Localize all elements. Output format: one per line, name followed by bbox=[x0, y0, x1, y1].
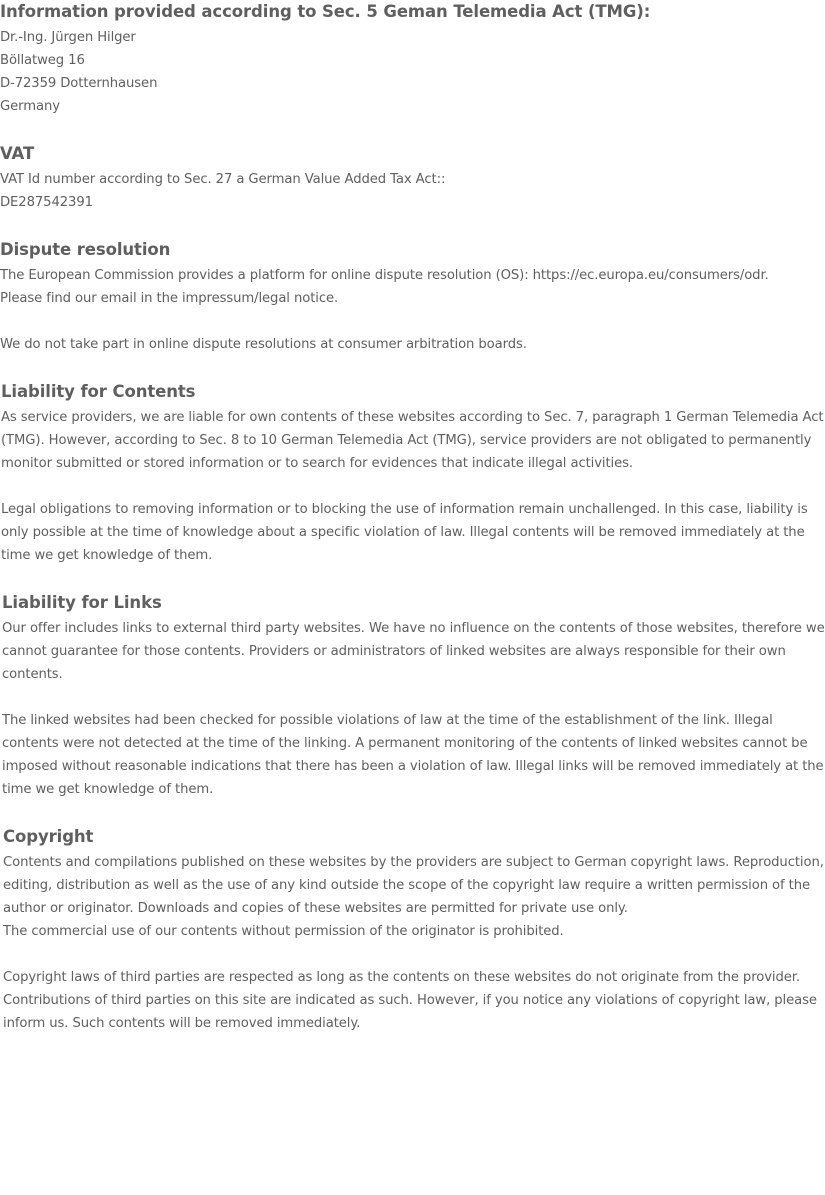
vat-label: VAT Id number according to Sec. 27 a German Value Added Tax Act:: bbox=[0, 172, 446, 187]
dispute-heading: Dispute resolution bbox=[0, 240, 171, 259]
provider-info-section bbox=[0, 0, 650, 118]
paragraph-line: imposed without reasonable indications that there has been a violation of law. Illegal links will be removed immediately at the bbox=[2, 759, 824, 774]
paragraph-line: contents were not detected at the time of the linking. A permanent monitoring of the contents of linked websites cannot be bbox=[2, 736, 808, 751]
dispute-resolution-section bbox=[0, 238, 820, 356]
paragraph-line: inform us. Such contents will be removed immediately. bbox=[3, 1016, 361, 1031]
paragraph-line: Contributions of third parties on this site are indicated as such. However, if you notice any violations of copyright law, please bbox=[3, 993, 817, 1008]
paragraph-line: Legal obligations to removing information or to blocking the use of information remain unchallenged. In this case, liability is bbox=[1, 502, 808, 517]
provider-name: Dr.-Ing. Jürgen Hilger bbox=[0, 30, 136, 45]
liability-links-paragraph-1 bbox=[2, 617, 824, 686]
liability-links-heading: Liability for Links bbox=[2, 593, 162, 612]
paragraph-line: Contents and compilations published on these websites by the providers are subject to German copyright laws. Reproduction, bbox=[3, 855, 824, 870]
provider-street: Böllatweg 16 bbox=[0, 53, 85, 68]
liability-contents-section bbox=[1, 380, 823, 567]
dispute-line: The European Commission provides a platform for online dispute resolution (OS): https://ec.europa.eu/consumers/odr. bbox=[0, 268, 769, 283]
provider-info-heading: Information provided according to Sec. 5 Geman Telemedia Act (TMG): bbox=[0, 2, 651, 21]
paragraph-line: (TMG). However, according to Sec. 8 to 10 German Telemedia Act (TMG), service providers are not obligated to permanently bbox=[1, 433, 812, 448]
dispute-paragraph-2: We do not take part in online dispute resolutions at consumer arbitration boards. bbox=[0, 337, 527, 352]
paragraph-line: time we get knowledge of them. bbox=[1, 548, 213, 563]
vat-text bbox=[0, 168, 445, 214]
paragraph-line: only possible at the time of knowledge about a specific violation of law. Illegal contents will be removed immediately at the bbox=[1, 525, 805, 540]
liability-links-paragraph-2 bbox=[2, 709, 824, 801]
copyright-section bbox=[3, 825, 825, 1035]
paragraph-line: monitor submitted or stored information or to search for evidences that indicate illegal activities. bbox=[1, 456, 634, 471]
liability-contents-paragraph-1 bbox=[1, 406, 823, 475]
paragraph-line: As service providers, we are liable for own contents of these websites according to Sec. 7, paragraph 1 German Telemedia Act bbox=[1, 410, 824, 425]
paragraph-line: Copyright laws of third parties are respected as long as the contents on these websites do not originate from the provider. bbox=[3, 970, 800, 985]
paragraph-line: The linked websites had been checked for possible violations of law at the time of the establishment of the link. Illegal bbox=[2, 713, 773, 728]
liability-links-section bbox=[2, 591, 824, 801]
vat-section bbox=[0, 142, 445, 214]
dispute-line: Please find our email in the impressum/legal notice. bbox=[0, 291, 339, 306]
copyright-paragraph-2 bbox=[3, 966, 825, 1035]
dispute-paragraph-1 bbox=[0, 264, 820, 310]
provider-country: Germany bbox=[0, 99, 60, 114]
paragraph-line: contents. bbox=[2, 667, 63, 682]
provider-city: D-72359 Dotternhausen bbox=[0, 76, 158, 91]
paragraph-line: time we get knowledge of them. bbox=[2, 782, 214, 797]
liability-contents-heading: Liability for Contents bbox=[1, 382, 196, 401]
copyright-heading: Copyright bbox=[3, 827, 94, 846]
liability-contents-paragraph-2 bbox=[1, 498, 823, 567]
paragraph-line: The commercial use of our contents without permission of the originator is prohibited. bbox=[3, 924, 564, 939]
provider-address bbox=[0, 26, 650, 118]
paragraph-line: author or originator. Downloads and copies of these websites are permitted for private use only. bbox=[3, 901, 628, 916]
paragraph-line: Our offer includes links to external third party websites. We have no influence on the contents of those websites, therefore we bbox=[2, 621, 825, 636]
paragraph-line: editing, distribution as well as the use of any kind outside the scope of the copyright law require a written permission of the bbox=[3, 878, 810, 893]
vat-heading: VAT bbox=[0, 144, 35, 163]
copyright-paragraph-1 bbox=[3, 851, 825, 943]
vat-number: DE287542391 bbox=[0, 195, 93, 210]
paragraph-line: cannot guarantee for those contents. Providers or administrators of linked websites are always responsible for their own bbox=[2, 644, 786, 659]
